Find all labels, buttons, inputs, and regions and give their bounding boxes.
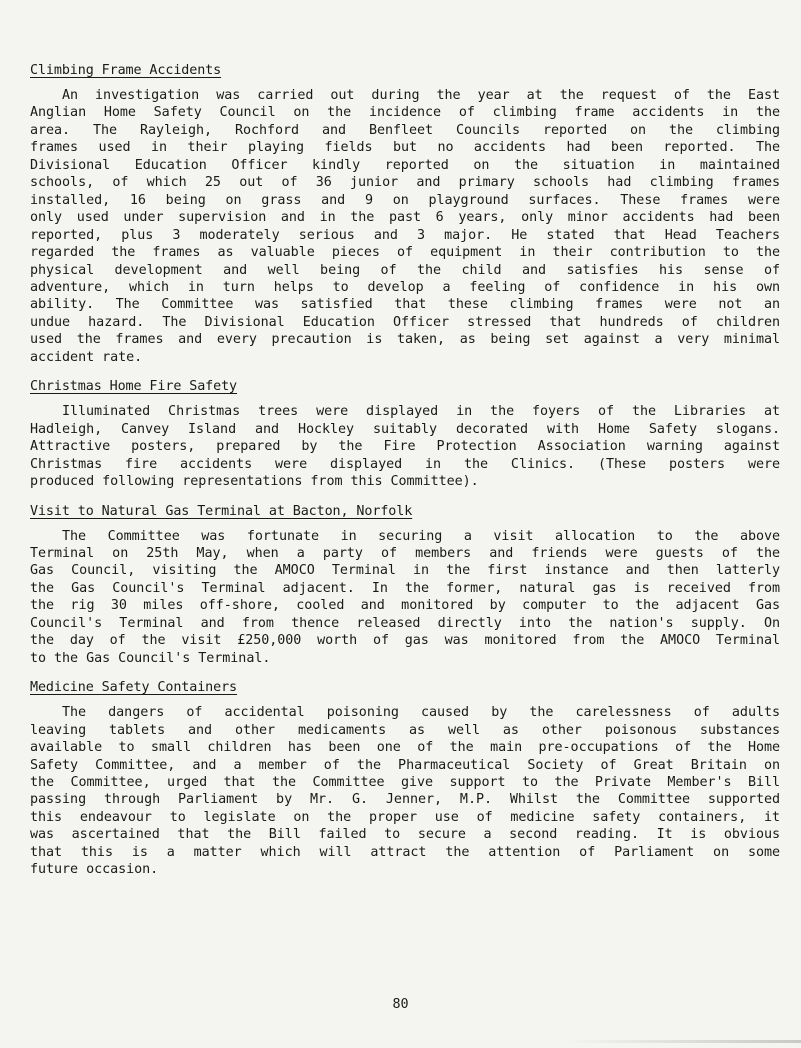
text-line: Council's Terminal and from thence released directly into the nation's supply. On: [30, 615, 780, 631]
section-2: [30, 503, 780, 668]
text-line: The Committee was fortunate in securing a visit allocation to the above: [62, 528, 780, 544]
text-line: Gas Council, visiting the AMOCO Terminal in the first instance and then latterly: [30, 563, 780, 579]
text-line: physical development and well being of the child and satisfies his sense of: [30, 262, 780, 278]
text-line: Divisional Education Officer kindly reported on the situation in maintained: [30, 157, 780, 173]
text-line: to the Gas Council's Terminal.: [30, 650, 271, 666]
text-line: Anglian Home Safety Council on the incidence of climbing frame accidents in the: [30, 105, 780, 121]
scan-edge-mark: [560, 1040, 801, 1043]
text-line: future occasion.: [30, 862, 159, 878]
text-line: An investigation was carried out during the year at the request of the East: [62, 88, 780, 103]
document-body: [30, 62, 780, 891]
section-3: [30, 679, 780, 879]
text-line: installed, 16 being on grass and 9 on playground surfaces. These frames were: [30, 192, 780, 208]
text-line: used the frames and every precaution is taken, as being set against a very minimal: [30, 332, 780, 348]
text-line: area. The Rayleigh, Rochford and Benfleet Councils reported on the climbing: [30, 122, 780, 138]
text-line: the Committee, urged that the Committee give support to the Private Member's Bill: [30, 774, 780, 790]
text-line: passing through Parliament by Mr. G. Jenner, M.P. Whilst the Committee supported: [30, 792, 780, 808]
text-line: regarded the frames as valuable pieces of equipment in their contribution to the: [30, 245, 780, 261]
section-paragraph: [30, 87, 780, 366]
page-number: 80: [392, 997, 409, 1012]
text-line: The dangers of accidental poisoning caused by the carelessness of adults: [62, 705, 780, 721]
text-line: the rig 30 miles off-shore, cooled and monitored by computer to the adjacent Gas: [30, 598, 780, 614]
text-line: that this is a matter which will attract the attention of Parliament on some: [30, 844, 780, 860]
section-heading: Visit to Natural Gas Terminal at Bacton, Norfolk: [30, 503, 413, 519]
text-line: Hadleigh, Canvey Island and Hockley suitably decorated with Home Safety slogans.: [30, 421, 780, 437]
section-paragraph: [30, 403, 780, 490]
text-line: leaving tablets and other medicaments as well as other poisonous substances: [30, 722, 780, 738]
text-line: Terminal on 25th May, when a party of members and friends were guests of the: [30, 545, 780, 561]
text-line: was ascertained that the Bill failed to secure a second reading. It is obvious: [30, 827, 780, 843]
section-heading: Climbing Frame Accidents: [30, 63, 222, 78]
text-line: Christmas fire accidents were displayed in the Clinics. (These posters were: [30, 456, 780, 472]
text-line: reported, plus 3 moderately serious and 3 major. He stated that Head Teachers: [30, 227, 780, 243]
section-1: [30, 378, 780, 490]
text-line: accident rate.: [30, 349, 143, 365]
text-line: this endeavour to legislate on the proper use of medicine safety containers, it: [30, 809, 780, 825]
text-line: available to small children has been one of the main pre-occupations of the Home: [30, 740, 780, 756]
text-line: only used under supervision and in the past 6 years, only minor accidents had been: [30, 210, 780, 226]
text-line: Safety Committee, and a member of the Pharmaceutical Society of Great Britain on: [30, 757, 780, 773]
section-heading: Christmas Home Fire Safety: [30, 379, 238, 395]
text-line: schools, of which 25 out of 36 junior and primary schools had climbing frames: [30, 175, 780, 191]
section-paragraph: [30, 704, 780, 879]
section-paragraph: [30, 528, 780, 668]
section-heading: Medicine Safety Containers: [30, 680, 238, 696]
section-0: [30, 62, 780, 366]
text-line: ability. The Committee was satisfied that these climbing frames were not an: [30, 297, 780, 313]
text-line: Illuminated Christmas trees were displayed in the foyers of the Libraries at: [62, 404, 780, 420]
text-line: undue hazard. The Divisional Education Officer stressed that hundreds of children: [30, 314, 780, 330]
text-line: the day of the visit £250,000 worth of gas was monitored from the AMOCO Terminal: [30, 633, 780, 649]
text-line: the Gas Council's Terminal adjacent. In the former, natural gas is received from: [30, 580, 780, 596]
text-line: adventure, which in turn helps to develop a feeling of confidence in his own: [30, 279, 780, 295]
text-line: Attractive posters, prepared by the Fire Protection Association warning against: [30, 439, 780, 455]
text-line: produced following representations from this Committee).: [30, 474, 479, 490]
text-line: frames used in their playing fields but no accidents had been reported. The: [30, 140, 780, 156]
